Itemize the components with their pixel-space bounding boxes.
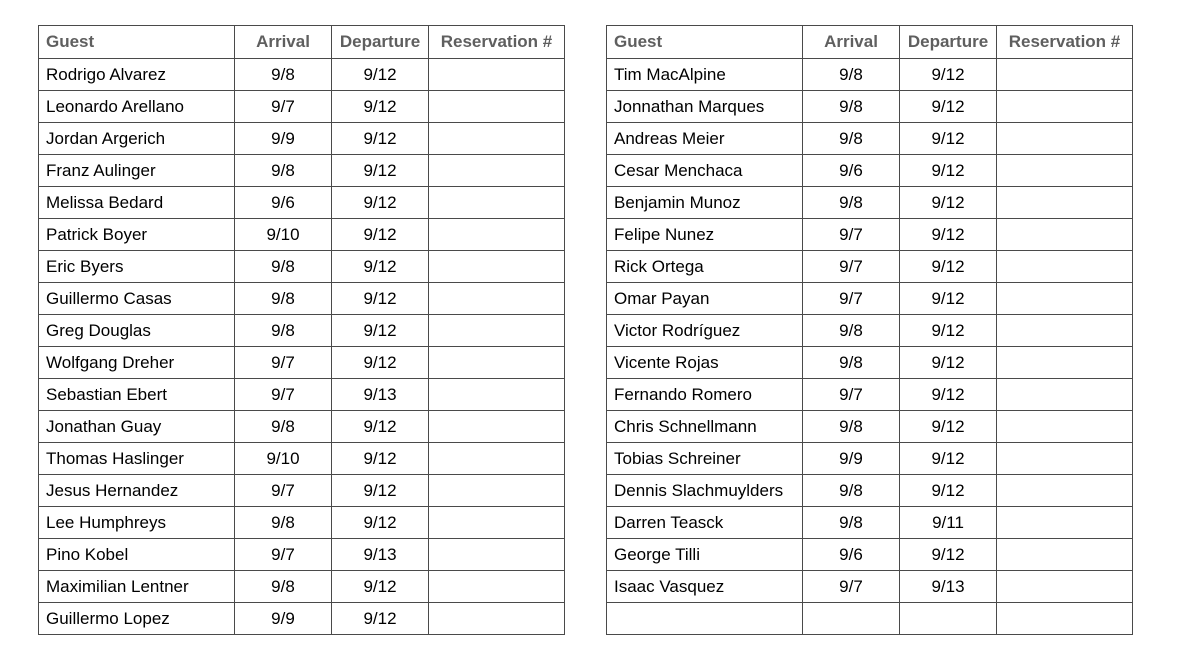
guest-name-cell: Guillermo Casas xyxy=(39,283,235,315)
reservation-cell xyxy=(997,219,1133,251)
table-row xyxy=(39,443,565,475)
guest-name-cell: Jonnathan Marques xyxy=(607,91,803,123)
departure-cell: 9/13 xyxy=(900,571,997,603)
column-header-departure: Departure xyxy=(900,26,997,59)
arrival-cell: 9/7 xyxy=(803,379,900,411)
arrival-cell: 9/6 xyxy=(803,155,900,187)
table-row xyxy=(39,539,565,571)
guest-name-cell: Rodrigo Alvarez xyxy=(39,59,235,91)
departure-cell: 9/13 xyxy=(332,379,429,411)
guest-name-cell: Omar Payan xyxy=(607,283,803,315)
column-header-reservation: Reservation # xyxy=(997,26,1133,59)
arrival-cell: 9/8 xyxy=(803,315,900,347)
table-row xyxy=(39,571,565,603)
departure-cell xyxy=(900,603,997,635)
arrival-cell: 9/10 xyxy=(235,219,332,251)
guest-name-cell: Cesar Menchaca xyxy=(607,155,803,187)
reservation-cell xyxy=(429,155,565,187)
reservation-cell xyxy=(997,603,1133,635)
departure-cell: 9/12 xyxy=(332,347,429,379)
column-header-arrival: Arrival xyxy=(235,26,332,59)
departure-cell: 9/12 xyxy=(900,539,997,571)
guest-name-cell: Dennis Slachmuylders xyxy=(607,475,803,507)
guest-name-cell: Wolfgang Dreher xyxy=(39,347,235,379)
arrival-cell: 9/9 xyxy=(803,443,900,475)
reservation-cell xyxy=(997,571,1133,603)
departure-cell: 9/12 xyxy=(332,219,429,251)
table-row xyxy=(39,283,565,315)
reservation-cell xyxy=(997,123,1133,155)
guest-name-cell: Jesus Hernandez xyxy=(39,475,235,507)
reservation-cell xyxy=(429,379,565,411)
reservation-cell xyxy=(429,475,565,507)
arrival-cell: 9/7 xyxy=(803,283,900,315)
guest-name-cell: Fernando Romero xyxy=(607,379,803,411)
guest-name-cell: Melissa Bedard xyxy=(39,187,235,219)
departure-cell: 9/12 xyxy=(900,315,997,347)
departure-cell: 9/12 xyxy=(332,187,429,219)
table-row xyxy=(607,347,1133,379)
departure-cell: 9/12 xyxy=(900,283,997,315)
reservation-cell xyxy=(429,443,565,475)
reservation-cell xyxy=(997,283,1133,315)
table-row xyxy=(607,59,1133,91)
reservation-cell xyxy=(429,507,565,539)
reservation-cell xyxy=(997,187,1133,219)
arrival-cell: 9/8 xyxy=(235,315,332,347)
reservation-cell xyxy=(997,411,1133,443)
guest-name-cell: Greg Douglas xyxy=(39,315,235,347)
reservation-cell xyxy=(429,123,565,155)
table-row xyxy=(607,603,1133,635)
guest-name-cell: Thomas Haslinger xyxy=(39,443,235,475)
guest-name-cell: Patrick Boyer xyxy=(39,219,235,251)
arrival-cell: 9/9 xyxy=(235,603,332,635)
arrival-cell: 9/9 xyxy=(235,123,332,155)
arrival-cell: 9/8 xyxy=(235,507,332,539)
reservation-cell xyxy=(997,347,1133,379)
departure-cell: 9/12 xyxy=(332,443,429,475)
arrival-cell: 9/8 xyxy=(235,283,332,315)
reservation-cell xyxy=(429,251,565,283)
arrival-cell: 9/8 xyxy=(235,251,332,283)
table-row xyxy=(607,539,1133,571)
departure-cell: 9/12 xyxy=(332,603,429,635)
column-header-guest: Guest xyxy=(607,26,803,59)
reservation-cell xyxy=(429,539,565,571)
arrival-cell: 9/6 xyxy=(803,539,900,571)
departure-cell: 9/12 xyxy=(332,283,429,315)
arrival-cell: 9/8 xyxy=(803,507,900,539)
guest-name-cell: Chris Schnellmann xyxy=(607,411,803,443)
table-row xyxy=(607,411,1133,443)
guest-name-cell: Felipe Nunez xyxy=(607,219,803,251)
table-row xyxy=(607,571,1133,603)
arrival-cell: 9/7 xyxy=(235,91,332,123)
table-row xyxy=(39,411,565,443)
table-row xyxy=(39,155,565,187)
departure-cell: 9/12 xyxy=(332,91,429,123)
arrival-cell: 9/8 xyxy=(803,187,900,219)
departure-cell: 9/12 xyxy=(332,571,429,603)
reservation-cell xyxy=(429,219,565,251)
departure-cell: 9/12 xyxy=(900,251,997,283)
column-header-departure: Departure xyxy=(332,26,429,59)
arrival-cell: 9/10 xyxy=(235,443,332,475)
arrival-cell: 9/8 xyxy=(803,123,900,155)
table-row xyxy=(39,379,565,411)
table-row xyxy=(39,315,565,347)
arrival-cell: 9/7 xyxy=(803,219,900,251)
arrival-cell: 9/8 xyxy=(235,571,332,603)
departure-cell: 9/12 xyxy=(332,507,429,539)
guest-name-cell: Victor Rodríguez xyxy=(607,315,803,347)
arrival-cell: 9/7 xyxy=(235,347,332,379)
table-row xyxy=(39,187,565,219)
reservation-cell xyxy=(997,315,1133,347)
departure-cell: 9/12 xyxy=(332,123,429,155)
reservation-cell xyxy=(997,251,1133,283)
table-row xyxy=(39,507,565,539)
arrival-cell: 9/7 xyxy=(235,475,332,507)
arrival-cell: 9/7 xyxy=(235,539,332,571)
table-row xyxy=(39,91,565,123)
arrival-cell xyxy=(803,603,900,635)
table-header-row xyxy=(39,26,565,59)
reservation-cell xyxy=(997,443,1133,475)
departure-cell: 9/12 xyxy=(332,59,429,91)
reservation-cell xyxy=(997,475,1133,507)
column-header-reservation: Reservation # xyxy=(429,26,565,59)
reservation-cell xyxy=(429,347,565,379)
guest-name-cell: Guillermo Lopez xyxy=(39,603,235,635)
table-row xyxy=(39,251,565,283)
guest-name-cell: Tobias Schreiner xyxy=(607,443,803,475)
departure-cell: 9/12 xyxy=(332,155,429,187)
arrival-cell: 9/8 xyxy=(803,411,900,443)
table-row xyxy=(607,187,1133,219)
table-row xyxy=(607,315,1133,347)
guest-name-cell: Jonathan Guay xyxy=(39,411,235,443)
table-row xyxy=(607,443,1133,475)
guest-name-cell: Eric Byers xyxy=(39,251,235,283)
departure-cell: 9/12 xyxy=(900,219,997,251)
reservation-cell xyxy=(429,603,565,635)
arrival-cell: 9/6 xyxy=(235,187,332,219)
table-row xyxy=(39,59,565,91)
departure-cell: 9/12 xyxy=(332,475,429,507)
table-row xyxy=(607,91,1133,123)
guest-name-cell: Leonardo Arellano xyxy=(39,91,235,123)
departure-cell: 9/12 xyxy=(332,411,429,443)
reservation-cell xyxy=(429,187,565,219)
reservation-cell xyxy=(429,411,565,443)
departure-cell: 9/12 xyxy=(900,155,997,187)
table-row xyxy=(607,507,1133,539)
table-row xyxy=(607,251,1133,283)
table-row xyxy=(607,475,1133,507)
guest-table-right xyxy=(606,25,1133,635)
reservation-cell xyxy=(997,539,1133,571)
guest-name-cell: Tim MacAlpine xyxy=(607,59,803,91)
departure-cell: 9/12 xyxy=(900,187,997,219)
guest-name-cell xyxy=(607,603,803,635)
arrival-cell: 9/8 xyxy=(235,59,332,91)
guest-name-cell: Lee Humphreys xyxy=(39,507,235,539)
table-header-row xyxy=(607,26,1133,59)
table-row xyxy=(39,347,565,379)
reservation-cell xyxy=(997,59,1133,91)
guest-name-cell: George Tilli xyxy=(607,539,803,571)
column-header-guest: Guest xyxy=(39,26,235,59)
departure-cell: 9/13 xyxy=(332,539,429,571)
reservation-cell xyxy=(429,283,565,315)
reservation-cell xyxy=(429,91,565,123)
arrival-cell: 9/7 xyxy=(803,251,900,283)
guest-name-cell: Benjamin Munoz xyxy=(607,187,803,219)
guest-name-cell: Darren Teasck xyxy=(607,507,803,539)
table-row xyxy=(607,123,1133,155)
reservation-cell xyxy=(997,155,1133,187)
arrival-cell: 9/8 xyxy=(235,155,332,187)
reservation-cell xyxy=(997,91,1133,123)
reservation-cell xyxy=(429,59,565,91)
guest-name-cell: Vicente Rojas xyxy=(607,347,803,379)
guest-name-cell: Maximilian Lentner xyxy=(39,571,235,603)
departure-cell: 9/12 xyxy=(900,59,997,91)
departure-cell: 9/12 xyxy=(332,315,429,347)
table-row xyxy=(39,123,565,155)
arrival-cell: 9/8 xyxy=(803,59,900,91)
arrival-cell: 9/8 xyxy=(803,347,900,379)
departure-cell: 9/12 xyxy=(900,443,997,475)
reservation-cell xyxy=(429,315,565,347)
reservation-cell xyxy=(997,379,1133,411)
guest-table-left xyxy=(38,25,565,635)
guest-name-cell: Franz Aulinger xyxy=(39,155,235,187)
departure-cell: 9/12 xyxy=(900,475,997,507)
guest-name-cell: Jordan Argerich xyxy=(39,123,235,155)
table-row xyxy=(39,475,565,507)
guest-name-cell: Pino Kobel xyxy=(39,539,235,571)
arrival-cell: 9/7 xyxy=(803,571,900,603)
guest-name-cell: Rick Ortega xyxy=(607,251,803,283)
table-row xyxy=(607,155,1133,187)
arrival-cell: 9/8 xyxy=(235,411,332,443)
reservation-cell xyxy=(429,571,565,603)
reservation-cell xyxy=(997,507,1133,539)
departure-cell: 9/12 xyxy=(900,411,997,443)
arrival-cell: 9/8 xyxy=(803,475,900,507)
departure-cell: 9/12 xyxy=(332,251,429,283)
departure-cell: 9/11 xyxy=(900,507,997,539)
table-row xyxy=(607,283,1133,315)
guest-name-cell: Andreas Meier xyxy=(607,123,803,155)
arrival-cell: 9/8 xyxy=(803,91,900,123)
guest-name-cell: Sebastian Ebert xyxy=(39,379,235,411)
arrival-cell: 9/7 xyxy=(235,379,332,411)
departure-cell: 9/12 xyxy=(900,347,997,379)
guest-name-cell: Isaac Vasquez xyxy=(607,571,803,603)
table-row xyxy=(39,219,565,251)
column-header-arrival: Arrival xyxy=(803,26,900,59)
departure-cell: 9/12 xyxy=(900,123,997,155)
table-row xyxy=(39,603,565,635)
table-row xyxy=(607,219,1133,251)
table-row xyxy=(607,379,1133,411)
departure-cell: 9/12 xyxy=(900,91,997,123)
departure-cell: 9/12 xyxy=(900,379,997,411)
